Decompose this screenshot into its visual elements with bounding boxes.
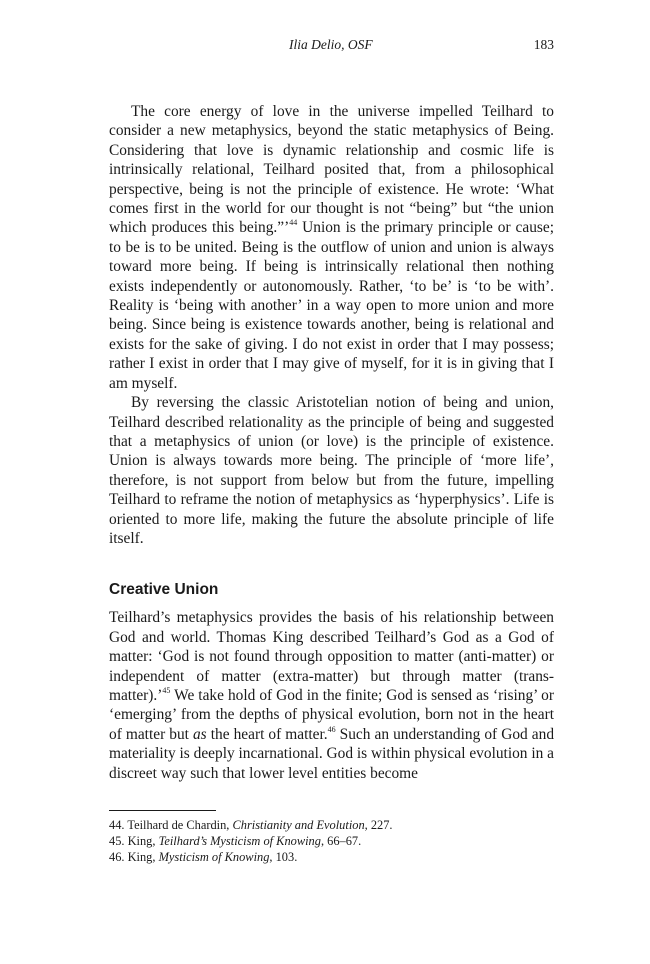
body-text: [109, 102, 554, 783]
footnote-text: King,: [124, 834, 159, 848]
footnote-title: Mysticism of Knowing: [158, 850, 270, 864]
footnote-locator: , 66–67.: [320, 834, 362, 848]
paragraph-3-text-b: We take hold of God in the finite; God is sensed as ‘rising’ or ‘emerging’ from the depths of physical evolution, born not in the heart of matter but: [109, 686, 554, 743]
footnote-text: Teilhard de Chardin,: [124, 818, 233, 832]
paragraph-1-text-b: Union is the primary principle or cause; to be is to be united. Being is the outflow of union and union is always toward more being. If being is intrinsically relational then nothing exists independently or autonomously. Rather, ‘to be’ is ‘to be with’. Reality is ‘being with another’ in a way open to more union and more being. Since being is existence towards another, being is relational and exists for the sake of giving. I do not exist in order that I may possess; rather I exist in order that I may give of myself, for it is in giving that I am myself.: [109, 219, 554, 392]
page-header: [0, 37, 650, 57]
footnote-locator: , 103.: [269, 850, 298, 864]
paragraph-1-text-a: The core energy of love in the universe impelled Teilhard to consider a new metaphysics, beyond the static metaphysics of Being. Considering that love is dynamic relationship and cosmic life is intrinsically relational, Teilhard posited that, from a philosophical perspective, being is not the principle of existence. He wrote: ‘What comes first in the world for our thought is not “being” but “the union which produces this being.”’: [109, 103, 554, 237]
running-head: Ilia Delio, OSF: [289, 37, 373, 52]
paragraph-3-text-c: the heart of matter.: [206, 725, 328, 743]
footnote-number: 45.: [109, 834, 125, 848]
paragraph-1: [109, 102, 554, 393]
footnote-ref-46: 46: [327, 724, 336, 734]
footnote-divider: [109, 810, 216, 811]
paragraph-2: By reversing the classic Aristotelian notion of being and union, Teilhard described relationality as the principle of being and suggested that a metaphysics of union (or love) is the principle of existence. Union is always towards more being. The principle of ‘more life’, therefore, is not support from below but from the future, impelling Teilhard to reframe the notion of metaphysics as ‘hyperphysics’. Life is oriented to more life, making the future the absolute principle of life itself.: [109, 394, 554, 547]
paragraph-3-text-d: Such an understanding of God and materiality is deeply incarnational. God is within physical evolution in a discreet way such that lower level entities become: [109, 725, 555, 782]
footnote-ref-44: 44: [289, 218, 298, 228]
footnote-46: [109, 849, 554, 865]
paragraph-3: [109, 608, 554, 783]
footnote-45: [109, 833, 554, 849]
page-number: 183: [533, 37, 554, 52]
footnote-ref-45: 45: [162, 685, 171, 695]
footnote-title: Teilhard’s Mysticism of Knowing: [158, 834, 321, 848]
footnote-locator: 227.: [367, 818, 393, 832]
footnote-text: King,: [124, 850, 159, 864]
footnotes: [109, 817, 554, 865]
paragraph-3-emphasis: as: [192, 725, 207, 743]
footnote-44: [109, 817, 554, 833]
paragraph-3-text-a: Teilhard’s metaphysics provides the basis of his relationship between God and world. Thomas King described Teilhard’s God as a God of matter: ‘God is not found through opposition to matter (anti-matter) or independent of matter (extra-matter) but through matter (trans-matter).’: [109, 609, 554, 704]
footnote-number: 44.: [109, 818, 125, 832]
footnote-title: Christianity and Evolution,: [232, 818, 368, 832]
footnote-number: 46.: [109, 850, 125, 864]
section-heading: Creative Union: [109, 581, 219, 599]
